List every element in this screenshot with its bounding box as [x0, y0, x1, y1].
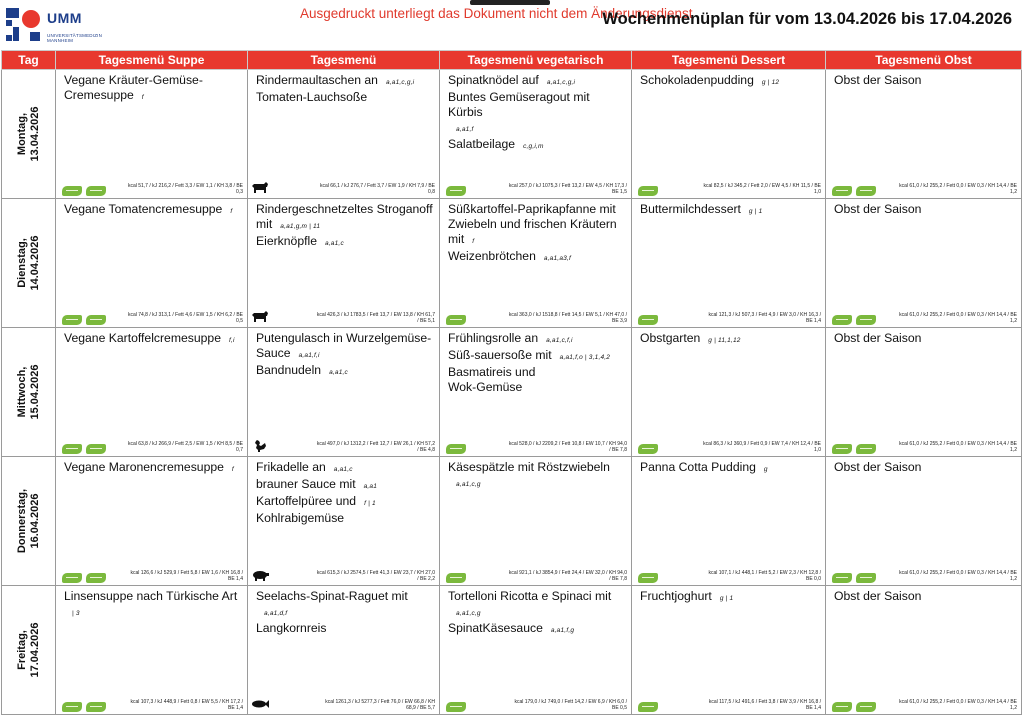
- dish-description: [640, 589, 819, 606]
- nutrition-info: kcal 1261,3 / kJ 5277,3 / Fett 76,0 / EW 66,8 / KH 68,9 / BE 5,7: [325, 699, 435, 711]
- allergen-codes: f: [230, 208, 233, 215]
- menu-cell-main: [248, 457, 440, 586]
- day-cell: [2, 199, 56, 328]
- nutrition-info: kcal 61,0 / kJ 255,2 / Fett 0,0 / EW 0,3 / KH 14,4 / BE 1,2: [899, 699, 1017, 711]
- allergen-codes: f: [141, 94, 144, 101]
- day-date: 15.04.2026: [28, 364, 41, 420]
- dish-text: Vegane Kräuter-Gemüse-: [64, 73, 203, 87]
- table-row: [2, 199, 1022, 328]
- menu-cell-dessert: [632, 586, 826, 715]
- leaf-badge-icon: [638, 186, 658, 196]
- day-date: 14.04.2026: [28, 235, 41, 291]
- dish-text: Basmatireis und: [448, 365, 536, 379]
- allergen-codes: a,a1,a3,f: [543, 255, 571, 262]
- dish-text: Rindermaultaschen an: [256, 73, 378, 87]
- menu-cell-soup: [56, 586, 248, 715]
- menu-cell-main: [248, 70, 440, 199]
- dish-line: [256, 604, 433, 621]
- allergen-codes: a,a1,f,g: [550, 627, 575, 634]
- menu-table: [1, 50, 1022, 715]
- nutrition-info: kcal 61,0 / kJ 255,2 / Fett 0,0 / EW 0,3 / KH 14,4 / BE 1,2: [899, 183, 1017, 195]
- nutrition-info: kcal 615,3 / kJ 2574,5 / Fett 41,3 / EW 23,7 / KH 27,0 / BE 2,2: [316, 570, 435, 582]
- dish-line: [256, 363, 433, 380]
- dish-line: [448, 331, 625, 348]
- dish-text: Rindergeschnetzeltes Stroganoff: [256, 202, 433, 216]
- leaf-badge-icon: [638, 702, 658, 712]
- allergen-codes: a,a1,f,o | 3,1,4,2: [559, 354, 611, 361]
- nutrition-info: kcal 74,8 / kJ 313,1 / Fett 4,6 / EW 1,5 / KH 6,2 / BE 0,5: [127, 312, 243, 324]
- dish-description: [448, 202, 625, 266]
- logo-subtext: UNIVERSITÄTSMEDIZIN MANNHEIM: [47, 33, 103, 43]
- allergen-codes: | 3: [72, 610, 80, 617]
- leaf-badge-icon: [62, 573, 82, 583]
- dish-description: [640, 331, 819, 348]
- dish-text: Obstgarten: [640, 331, 701, 345]
- dish-description: [834, 589, 1015, 604]
- nutrition-info: kcal 497,0 / kJ 1312,2 / Fett 12,7 / EW 26,1 / KH 57,2 / BE 4,8: [316, 441, 435, 453]
- allergen-codes: a,a1,c: [324, 240, 344, 247]
- dish-text: Panna Cotta Pudding: [640, 460, 756, 474]
- umm-logo: [6, 6, 106, 46]
- nutrition-info: kcal 363,0 / kJ 1518,8 / Fett 14,5 / EW 5,1 / KH 47,0 / BE 3,9: [508, 312, 627, 324]
- column-header: Tagesmenü: [248, 51, 440, 70]
- allergen-codes: a,a1,c,g: [456, 481, 481, 488]
- badge-group: [832, 440, 880, 452]
- dish-line: [448, 604, 625, 621]
- dish-line: [640, 589, 819, 606]
- dish-line: [448, 348, 625, 365]
- leaf-badge-icon: [856, 315, 876, 325]
- leaf-badge-icon: [832, 573, 852, 583]
- badge-group: [446, 698, 470, 710]
- menu-cell-main: [248, 586, 440, 715]
- column-header: Tagesmenü Dessert: [632, 51, 826, 70]
- badge-group: [62, 698, 110, 710]
- dish-text: Putengulasch in Wurzelgemüse-: [256, 331, 432, 345]
- allergen-codes: a,a1,c,g: [456, 610, 481, 617]
- leaf-badge-icon: [62, 702, 82, 712]
- allergen-codes: a,a1,d,f: [264, 610, 288, 617]
- leaf-badge-icon: [62, 186, 82, 196]
- dish-text: SpinatKäsesauce: [448, 621, 543, 635]
- column-header: Tagesmenü Suppe: [56, 51, 248, 70]
- day-name: Montag,: [15, 112, 28, 156]
- dish-description: [256, 73, 433, 105]
- dish-text: Bandnudeln: [256, 363, 322, 377]
- nutrition-info: kcal 117,5 / kJ 491,6 / Fett 3,8 / EW 3,9 / KH 16,8 / BE 1,4: [708, 699, 821, 711]
- leaf-badge-icon: [856, 444, 876, 454]
- leaf-badge-icon: [86, 186, 106, 196]
- dish-text: Zwiebeln und frischen Kräutern: [448, 217, 617, 231]
- day-label: [16, 106, 42, 161]
- dish-text: Buttermilchdessert: [640, 202, 741, 216]
- leaf-badge-icon: [638, 444, 658, 454]
- leaf-badge-icon: [446, 444, 466, 454]
- menu-cell-veg: [440, 328, 632, 457]
- dish-text: Frikadelle an: [256, 460, 326, 474]
- column-header: Tag: [2, 51, 56, 70]
- dish-text: Obst der Saison: [834, 589, 922, 603]
- dish-text: mit: [256, 217, 273, 231]
- badge-group: [446, 569, 470, 581]
- dish-description: [64, 460, 241, 477]
- dish-text: Obst der Saison: [834, 73, 922, 87]
- badge-group: [832, 569, 880, 581]
- menu-cell-veg: [440, 70, 632, 199]
- badge-group: [446, 440, 470, 452]
- nutrition-info: kcal 61,0 / kJ 255,2 / Fett 0,0 / EW 0,3 / KH 14,4 / BE 1,2: [899, 441, 1017, 453]
- dish-text: Obst der Saison: [834, 331, 922, 345]
- dish-line: [64, 73, 241, 88]
- dish-line: [834, 73, 1015, 88]
- dish-line: [640, 73, 819, 90]
- dish-text: Süß-sauersoße mit: [448, 348, 552, 362]
- page-title: Wochenmenüplan für vom 13.04.2026 bis 17.04.2026: [602, 10, 1012, 28]
- dish-line: [448, 90, 625, 120]
- dish-line: [256, 460, 433, 477]
- leaf-badge-icon: [446, 573, 466, 583]
- nutrition-info: kcal 51,7 / kJ 216,2 / Fett 3,3 / EW 1,1 / KH 3,8 / BE 0,3: [127, 183, 243, 195]
- dish-text: Schokoladenpudding: [640, 73, 754, 87]
- allergen-codes: g: [763, 466, 768, 473]
- dish-text: Linsensuppe nach Türkische Art: [64, 589, 238, 603]
- leaf-badge-icon: [832, 702, 852, 712]
- day-name: Mittwoch,: [15, 366, 28, 418]
- allergen-codes: a,a1: [363, 483, 378, 490]
- dish-line: [64, 589, 241, 604]
- badge-group: [62, 182, 110, 194]
- menu-cell-veg: [440, 199, 632, 328]
- leaf-badge-icon: [86, 444, 106, 454]
- nutrition-info: kcal 107,1 / kJ 448,1 / Fett 5,2 / EW 2,3 / KH 12,8 / BE 0,0: [708, 570, 821, 582]
- allergen-codes: a,a1,c: [329, 369, 348, 376]
- dish-text: Seelachs-Spinat-Raguet mit: [256, 589, 408, 603]
- dish-line: [64, 202, 241, 219]
- dish-line: [256, 511, 433, 526]
- day-cell: [2, 457, 56, 586]
- leaf-badge-icon: [86, 573, 106, 583]
- dish-line: [448, 73, 625, 90]
- dish-line: [256, 346, 433, 363]
- menu-cell-soup: [56, 199, 248, 328]
- menu-cell-dessert: [632, 70, 826, 199]
- leaf-badge-icon: [446, 315, 466, 325]
- dish-text: Vegane Maronencremesuppe: [64, 460, 224, 474]
- menu-cell-dessert: [632, 328, 826, 457]
- dish-text: Frühlingsrolle an: [448, 331, 539, 345]
- day-date: 17.04.2026: [28, 622, 41, 678]
- nutrition-info: kcal 921,1 / kJ 3854,9 / Fett 24,4 / EW 32,0 / KH 94,0 / BE 7,8: [508, 570, 627, 582]
- dish-text: Eierknöpfle: [256, 234, 317, 248]
- dish-text: Salatbeilage: [448, 137, 516, 151]
- leaf-badge-icon: [86, 702, 106, 712]
- menu-cell-fruit: [826, 70, 1022, 199]
- dish-line: [834, 331, 1015, 346]
- day-name: Freitag,: [15, 630, 28, 670]
- leaf-badge-icon: [62, 444, 82, 454]
- badge-group: [638, 440, 662, 452]
- dish-text: Tortelloni Ricotta e Spinaci mit: [448, 589, 612, 603]
- day-label: [16, 364, 42, 419]
- logo-text: UMM: [47, 10, 82, 26]
- dish-line: [834, 202, 1015, 217]
- dish-line: [448, 249, 625, 266]
- dish-description: [448, 331, 625, 395]
- table-header-row: [2, 51, 1022, 70]
- allergen-codes: a,a1,f,i: [298, 352, 320, 359]
- dish-text: Wok-Gemüse: [448, 380, 523, 394]
- dish-line: [448, 365, 625, 380]
- logo-mark-icon: [6, 6, 42, 44]
- print-notice: Ausgedruckt unterliegt das Dokument nicht dem Änderungsdienst: [300, 6, 693, 21]
- dish-text: Vegane Kartoffelcremesuppe: [64, 331, 221, 345]
- dish-line: [256, 621, 433, 636]
- nutrition-info: kcal 86,3 / kJ 360,9 / Fett 0,9 / EW 7,4 / KH 12,4 / BE 1,0: [703, 441, 821, 453]
- dish-line: [64, 460, 241, 477]
- allergen-codes: g | 1: [719, 595, 734, 602]
- day-name: Donnerstag,: [15, 488, 28, 554]
- nutrition-info: kcal 82,5 / kJ 345,2 / Fett 2,0 / EW 4,5 / KH 11,5 / BE 1,0: [703, 183, 821, 195]
- dish-line: [448, 120, 625, 137]
- dish-line: [256, 589, 433, 604]
- allergen-codes: a,a1,c,g,i: [546, 79, 576, 86]
- dish-line: [256, 234, 433, 251]
- dish-text: Sauce: [256, 346, 291, 360]
- menu-cell-veg: [440, 586, 632, 715]
- dish-text: brauner Sauce mit: [256, 477, 356, 491]
- dish-description: [256, 202, 433, 251]
- badge-group: [832, 182, 880, 194]
- allergen-codes: f: [472, 238, 475, 245]
- leaf-badge-icon: [856, 573, 876, 583]
- dish-line: [448, 380, 625, 395]
- dish-line: [834, 460, 1015, 475]
- dish-line: [256, 331, 433, 346]
- leaf-badge-icon: [832, 315, 852, 325]
- menu-cell-fruit: [826, 328, 1022, 457]
- day-label: [16, 622, 42, 677]
- allergen-codes: g | 11,1,12: [708, 337, 741, 344]
- leaf-badge-icon: [638, 315, 658, 325]
- menu-cell-dessert: [632, 457, 826, 586]
- allergen-codes: a,a1,c,f,i: [546, 337, 573, 344]
- leaf-badge-icon: [446, 186, 466, 196]
- leaf-badge-icon: [638, 573, 658, 583]
- dish-text: Obst der Saison: [834, 460, 922, 474]
- badge-group: [638, 182, 662, 194]
- menu-cell-soup: [56, 70, 248, 199]
- nutrition-info: kcal 121,3 / kJ 507,3 / Fett 4,9 / EW 3,0 / KH 16,3 / BE 1,4: [708, 312, 821, 324]
- leaf-badge-icon: [832, 186, 852, 196]
- leaf-badge-icon: [856, 186, 876, 196]
- badge-group: [446, 182, 470, 194]
- dish-text: Süßkartoffel-Paprikapfanne mit: [448, 202, 616, 216]
- column-header: Tagesmenü Obst: [826, 51, 1022, 70]
- allergen-codes: f | 1: [364, 500, 376, 507]
- allergen-codes: f: [231, 466, 234, 473]
- day-cell: [2, 70, 56, 199]
- allergen-codes: c,g,i,m: [523, 143, 544, 150]
- dish-line: [64, 331, 241, 348]
- nutrition-info: kcal 426,3 / kJ 1783,5 / Fett 13,7 / EW 13,8 / KH 61,7 / BE 5,1: [316, 312, 435, 324]
- dish-line: [256, 494, 433, 511]
- menu-cell-main: [248, 199, 440, 328]
- dish-line: [640, 460, 819, 477]
- menu-body: [2, 70, 1022, 715]
- dish-description: [640, 202, 819, 219]
- allergen-codes: a,a1,c: [333, 466, 353, 473]
- dish-text: Cremesuppe: [64, 88, 134, 102]
- day-cell: [2, 586, 56, 715]
- dish-text: Obst der Saison: [834, 202, 922, 216]
- badge-group: [638, 698, 662, 710]
- badge-group: [638, 311, 662, 323]
- dish-description: [640, 460, 819, 477]
- nutrition-info: kcal 126,6 / kJ 529,9 / Fett 5,8 / EW 1,6 / KH 16,8 / BE 1,4: [130, 570, 243, 582]
- nutrition-info: kcal 63,8 / kJ 266,9 / Fett 2,5 / EW 1,5 / KH 8,5 / BE 0,7: [127, 441, 243, 453]
- badge-group: [62, 440, 110, 452]
- dish-text: Langkornreis: [256, 621, 327, 635]
- dish-line: [448, 589, 625, 604]
- dish-description: [834, 202, 1015, 217]
- dish-line: [256, 90, 433, 105]
- dish-text: Fruchtjoghurt: [640, 589, 712, 603]
- dish-text: Käsespätzle mit Röstzwiebeln: [448, 460, 610, 474]
- page-number-bar: [470, 0, 550, 5]
- day-label: [16, 235, 42, 290]
- table-row: [2, 457, 1022, 586]
- dish-text: Spinatknödel auf: [448, 73, 539, 87]
- badge-group: [62, 569, 110, 581]
- dish-description: [64, 73, 241, 105]
- badge-group: [638, 569, 662, 581]
- dish-description: [640, 73, 819, 90]
- dish-description: [448, 589, 625, 638]
- leaf-badge-icon: [832, 444, 852, 454]
- day-cell: [2, 328, 56, 457]
- dish-description: [834, 73, 1015, 88]
- dish-text: mit: [448, 232, 465, 246]
- leaf-badge-icon: [446, 702, 466, 712]
- dish-text: Kartoffelpüree und: [256, 494, 357, 508]
- menu-cell-fruit: [826, 199, 1022, 328]
- dish-line: [448, 217, 625, 232]
- dish-description: [64, 331, 241, 348]
- table-row: [2, 586, 1022, 715]
- dish-description: [256, 460, 433, 526]
- badge-group: [832, 311, 880, 323]
- nutrition-info: kcal 179,0 / kJ 749,0 / Fett 14,2 / EW 6,9 / KH 6,0 / BE 0,5: [514, 699, 627, 711]
- dish-text: Tomaten-Lauchsoße: [256, 90, 368, 104]
- day-date: 16.04.2026: [28, 493, 41, 549]
- table-row: [2, 70, 1022, 199]
- allergen-codes: f,i: [228, 337, 235, 344]
- dish-description: [834, 331, 1015, 346]
- nutrition-info: kcal 257,0 / kJ 1075,3 / Fett 13,2 / EW 4,5 / KH 17,3 / BE 1,5: [508, 183, 627, 195]
- day-label: [16, 489, 42, 553]
- allergen-codes: a,a1,c,g,i: [385, 79, 415, 86]
- day-name: Dienstag,: [15, 238, 28, 288]
- allergen-codes: a,a1,g,m | 11: [280, 223, 321, 230]
- dish-description: [834, 460, 1015, 475]
- dish-text: Weizenbrötchen: [448, 249, 536, 263]
- dish-line: [640, 331, 819, 348]
- day-date: 13.04.2026: [28, 106, 41, 162]
- dish-description: [448, 460, 625, 492]
- dish-description: [256, 589, 433, 636]
- dish-description: [256, 331, 433, 380]
- dish-line: [448, 202, 625, 217]
- dish-description: [64, 202, 241, 219]
- table-row: [2, 328, 1022, 457]
- dish-line: [64, 88, 241, 105]
- menu-cell-veg: [440, 457, 632, 586]
- allergen-codes: g | 1: [748, 208, 763, 215]
- dish-line: [834, 589, 1015, 604]
- dish-line: [448, 460, 625, 475]
- dish-line: [256, 477, 433, 494]
- dish-line: [64, 604, 241, 621]
- nutrition-info: kcal 528,0 / kJ 2209,2 / Fett 10,8 / EW 10,7 / KH 94,0 / BE 7,8: [508, 441, 627, 453]
- leaf-badge-icon: [86, 315, 106, 325]
- dish-line: [256, 202, 433, 217]
- nutrition-info: kcal 107,3 / kJ 448,9 / Fett 0,8 / EW 5,5 / KH 17,2 / BE 1,4: [130, 699, 243, 711]
- menu-cell-main: [248, 328, 440, 457]
- dish-text: Vegane Tomatencremesuppe: [64, 202, 223, 216]
- menu-cell-fruit: [826, 457, 1022, 586]
- dish-line: [256, 217, 433, 234]
- page-header: [0, 0, 1024, 48]
- dish-text: Buntes Gemüseragout mit Kürbis: [448, 90, 590, 119]
- dish-line: [448, 137, 625, 154]
- nutrition-info: kcal 61,0 / kJ 255,2 / Fett 0,0 / EW 0,3 / KH 14,4 / BE 1,2: [899, 312, 1017, 324]
- dish-line: [448, 475, 625, 492]
- menu-cell-soup: [56, 457, 248, 586]
- badge-group: [832, 698, 880, 710]
- dish-description: [448, 73, 625, 154]
- column-header: Tagesmenü vegetarisch: [440, 51, 632, 70]
- dish-line: [448, 621, 625, 638]
- dish-line: [640, 202, 819, 219]
- allergen-codes: g | 12: [761, 79, 780, 86]
- menu-cell-dessert: [632, 199, 826, 328]
- leaf-badge-icon: [856, 702, 876, 712]
- dish-line: [448, 232, 625, 249]
- dish-line: [256, 73, 433, 90]
- badge-group: [446, 311, 470, 323]
- allergen-codes: a,a1,f: [456, 126, 474, 133]
- badge-group: [62, 311, 110, 323]
- leaf-badge-icon: [62, 315, 82, 325]
- dish-text: Kohlrabigemüse: [256, 511, 345, 525]
- nutrition-info: kcal 61,0 / kJ 255,2 / Fett 0,0 / EW 0,3 / KH 14,4 / BE 1,2: [899, 570, 1017, 582]
- menu-cell-soup: [56, 328, 248, 457]
- menu-cell-fruit: [826, 586, 1022, 715]
- nutrition-info: kcal 66,1 / kJ 276,7 / Fett 3,7 / EW 1,9 / KH 7,9 / BE 0,8: [319, 183, 435, 195]
- dish-description: [64, 589, 241, 621]
